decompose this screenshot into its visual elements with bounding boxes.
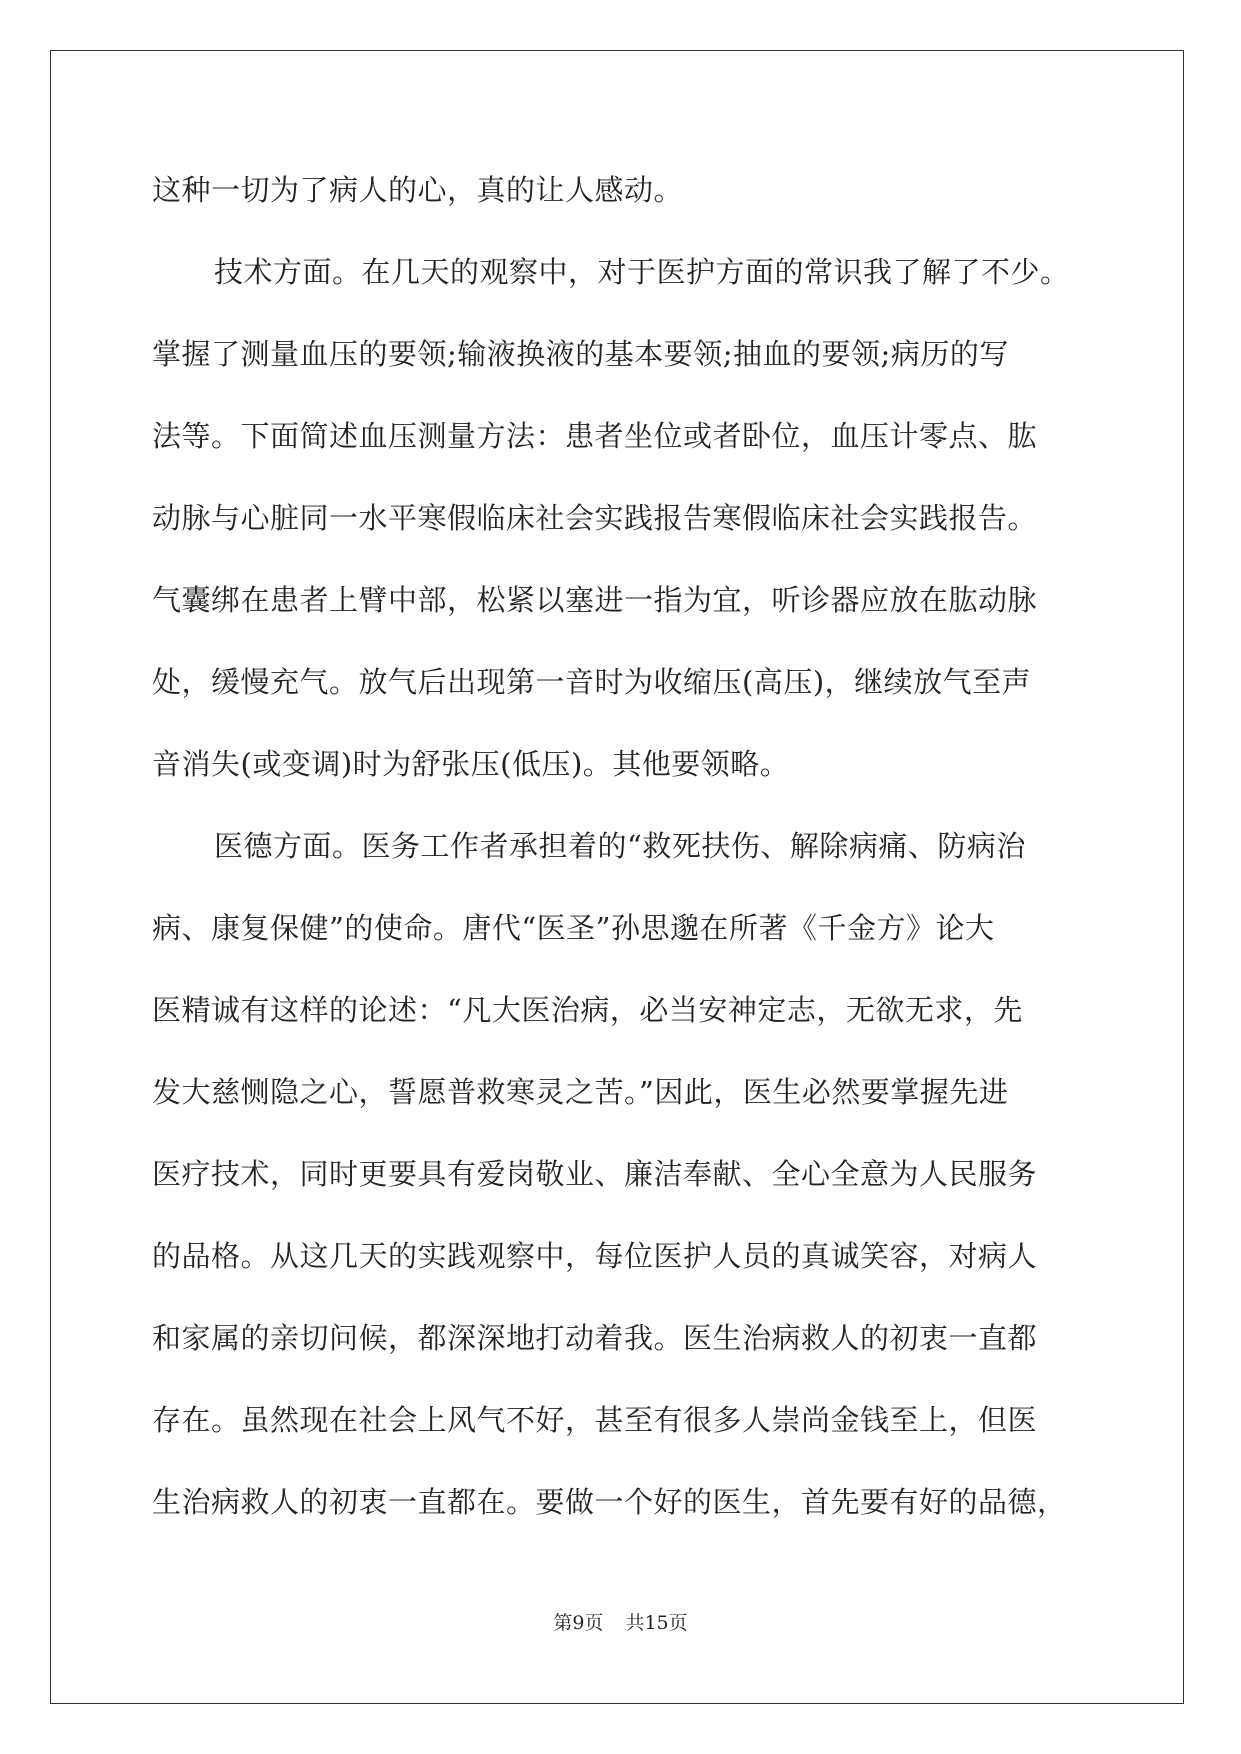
page-number: 第9页 <box>553 1612 604 1634</box>
text-line: 音消失(或变调)时为舒张压(低压)。其他要领略。 <box>152 747 790 781</box>
page-border <box>50 50 1184 1704</box>
text-line: 法等。下面简述血压测量方法：患者坐位或者卧位，血压计零点、肱 <box>152 419 1038 453</box>
text-line: 处，缓慢充气。放气后出现第一音时为收缩压(高压)，继续放气至声 <box>152 665 1032 699</box>
text-line: 生治病救人的初衷一直都在。要做一个好的医生，首先要有好的品德， <box>152 1485 1067 1519</box>
text-line: 病、康复保健”的使命。唐代“医圣”孙思邈在所著《千金方》论大 <box>152 911 995 945</box>
text-line: 的品格。从这几天的实践观察中，每位医护人员的真诚笑容，对病人 <box>152 1239 1038 1273</box>
text-line: 存在。虽然现在社会上风气不好，甚至有很多人崇尚金钱至上，但医 <box>152 1403 1038 1437</box>
page-total: 共15页 <box>625 1612 688 1634</box>
text-line: 掌握了测量血压的要领;输液换液的基本要领;抽血的要领;病历的写 <box>152 337 1009 371</box>
text-line: 医德方面。医务工作者承担着的“救死扶伤、解除病痛、防病治 <box>214 829 1026 863</box>
text-line: 动脉与心脏同一水平寒假临床社会实践报告寒假临床社会实践报告。 <box>152 501 1038 535</box>
page-footer <box>0 1611 1241 1635</box>
text-line: 医疗技术，同时更要具有爱岗敬业、廉洁奉献、全心全意为人民服务 <box>152 1157 1038 1191</box>
text-line: 和家属的亲切问候，都深深地打动着我。医生治病救人的初衷一直都 <box>152 1321 1038 1355</box>
text-line: 这种一切为了病人的心，真的让人感动。 <box>152 173 684 207</box>
text-line: 气囊绑在患者上臂中部，松紧以塞进一指为宜，听诊器应放在肱动脉 <box>152 583 1038 617</box>
text-line: 医精诚有这样的论述：“凡大医治病，必当安神定志，无欲无求，先 <box>152 993 1023 1027</box>
text-line: 发大慈恻隐之心，誓愿普救寒灵之苦。”因此，医生必然要掌握先进 <box>152 1075 1009 1109</box>
text-line: 技术方面。在几天的观察中，对于医护方面的常识我了解了不少。 <box>214 255 1070 289</box>
